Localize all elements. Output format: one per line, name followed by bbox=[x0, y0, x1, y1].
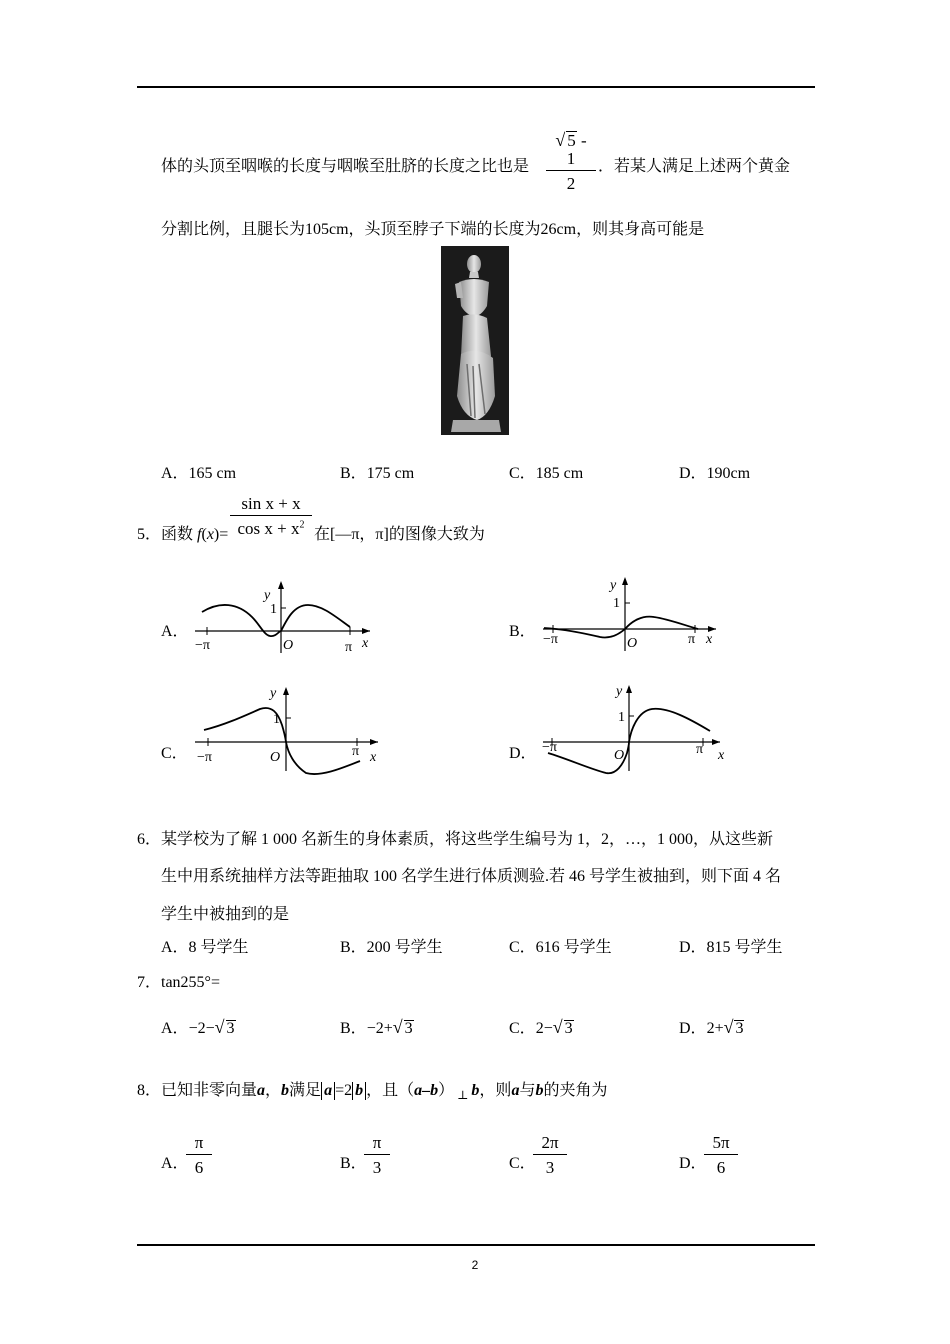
q5-frac-num: sin x + x bbox=[241, 494, 301, 513]
q5-function-fraction bbox=[230, 495, 312, 537]
q7-option-b: B．−2+√ 3 bbox=[340, 1017, 413, 1037]
graph-b bbox=[538, 575, 728, 655]
graph-a-neg-pi-label: −π bbox=[195, 638, 210, 653]
q7-stem: 7．tan255°= bbox=[137, 974, 220, 991]
q6-option-a: A．8 号学生 bbox=[161, 939, 249, 956]
q8-option-b-fraction: π 3 bbox=[364, 1134, 390, 1176]
graph-a bbox=[190, 575, 385, 655]
graph-c-x-label: x bbox=[370, 750, 377, 765]
q4-frac-num-rest: - 1 bbox=[566, 131, 587, 168]
q5-option-b-label: B． bbox=[509, 623, 536, 640]
q5-frac-den-exp: 2 bbox=[299, 519, 305, 531]
graph-a-x-label: x bbox=[362, 636, 369, 651]
q7-option-a: A．−2−√ 3 bbox=[161, 1017, 235, 1037]
graph-b-neg-pi-label: −π bbox=[543, 632, 558, 647]
q4-option-c: C．185 cm bbox=[509, 465, 584, 482]
q4-frac-den: 2 bbox=[566, 173, 576, 193]
graph-b-one-label: 1 bbox=[613, 596, 620, 611]
q4-line1: 体的头顶至咽喉的长度与咽喉至肚脐的长度之比也是 bbox=[161, 158, 530, 175]
q8-stem: 8．已知非零向量a，b满足 a =2 b ，且（a–b） $_\perp$ b，则a与b的夹角为 bbox=[137, 1082, 608, 1102]
graph-d-pi-label: π bbox=[696, 742, 704, 757]
q5-frac-den: cos x + x bbox=[237, 519, 300, 538]
q5-suffix: 在[—π，π]的图像大致为 bbox=[314, 526, 485, 543]
graph-d-x-label: x bbox=[718, 748, 725, 763]
graph-b-y-label: y bbox=[610, 578, 617, 593]
header-rule bbox=[137, 86, 815, 88]
graph-d-origin-label: O bbox=[614, 748, 625, 763]
q8-option-c-label: C． bbox=[509, 1155, 536, 1172]
q5-stem: 5．函数 f(x)= bbox=[137, 526, 229, 543]
graph-a-pi-label: π bbox=[345, 640, 353, 655]
graph-b-origin-label: O bbox=[627, 636, 638, 651]
q6-line1: 6．某学校为了解 1 000 名新生的身体素质，将这些学生编号为 1，2，…，1 000，从这些新 bbox=[137, 831, 774, 848]
graph-d-y-label: y bbox=[616, 684, 623, 699]
q5-prefix: 函数 bbox=[161, 526, 194, 543]
q4-option-b: B．175 cm bbox=[340, 465, 415, 482]
statue-figure bbox=[441, 246, 509, 435]
q7-option-c: C．2−√ 3 bbox=[509, 1017, 573, 1037]
q5-option-d-label: D． bbox=[509, 745, 537, 762]
graph-a-origin-label: O bbox=[283, 638, 294, 653]
q8-option-b-label: B． bbox=[340, 1155, 367, 1172]
q5-eq: = bbox=[219, 526, 229, 543]
graph-d-one-label: 1 bbox=[618, 710, 625, 725]
q6-option-b: B．200 号学生 bbox=[340, 939, 443, 956]
q4-frac-radicand: 5 bbox=[567, 131, 576, 150]
venus-statue-image bbox=[441, 246, 509, 435]
q8-option-d-label: D． bbox=[679, 1155, 707, 1172]
graph-a-y-label: y bbox=[264, 588, 271, 603]
q4-golden-ratio-fraction: √ 5 - 1 2 bbox=[546, 131, 596, 192]
graph-c-y-label: y bbox=[270, 686, 277, 701]
graph-c bbox=[190, 683, 385, 778]
graph-d bbox=[538, 683, 733, 778]
q8-option-c-fraction: 2π 3 bbox=[533, 1134, 567, 1176]
graph-c-neg-pi-label: −π bbox=[197, 750, 212, 765]
graph-b-pi-label: π bbox=[688, 632, 696, 647]
graph-c-origin-label: O bbox=[270, 750, 281, 765]
q6-line2: 生中用系统抽样方法等距抽取 100 名学生进行体质测验.若 46 号学生被抽到，则下面 4 名 bbox=[161, 868, 782, 885]
q8-option-a-fraction: π 6 bbox=[186, 1134, 212, 1176]
q5-number: 5． bbox=[137, 526, 162, 543]
page-number: 2 bbox=[471, 1258, 479, 1272]
q6-option-d: D．815 号学生 bbox=[679, 939, 783, 956]
q6-line3: 学生中被抽到的是 bbox=[161, 906, 290, 923]
q4-line1-tail: ．若某人满足上述两个黄金 bbox=[598, 158, 791, 175]
q5-option-a-label: A． bbox=[161, 623, 189, 640]
q4-option-d: D．190cm bbox=[679, 465, 751, 482]
q7-option-d: D．2+√ 3 bbox=[679, 1017, 744, 1037]
q5-fname: f bbox=[197, 526, 202, 543]
footer-rule bbox=[137, 1244, 815, 1246]
q8-option-d-fraction: 5π 6 bbox=[704, 1134, 738, 1176]
q4-line2: 分割比例，且腿长为105cm，头顶至脖子下端的长度为26cm，则其身高可能是 bbox=[161, 221, 705, 238]
graph-c-pi-label: π bbox=[352, 744, 360, 759]
q8-option-a-label: A． bbox=[161, 1155, 189, 1172]
q5-fvar: x bbox=[206, 526, 214, 543]
graph-b-x-label: x bbox=[706, 632, 713, 647]
q4-option-a: A．165 cm bbox=[161, 465, 237, 482]
graph-c-one-label: 1 bbox=[273, 712, 280, 727]
graph-a-one-label: 1 bbox=[270, 602, 277, 617]
q5-option-c-label: C． bbox=[161, 745, 188, 762]
graph-d-neg-pi-label: −π bbox=[542, 740, 557, 755]
q6-option-c: C．616 号学生 bbox=[509, 939, 612, 956]
